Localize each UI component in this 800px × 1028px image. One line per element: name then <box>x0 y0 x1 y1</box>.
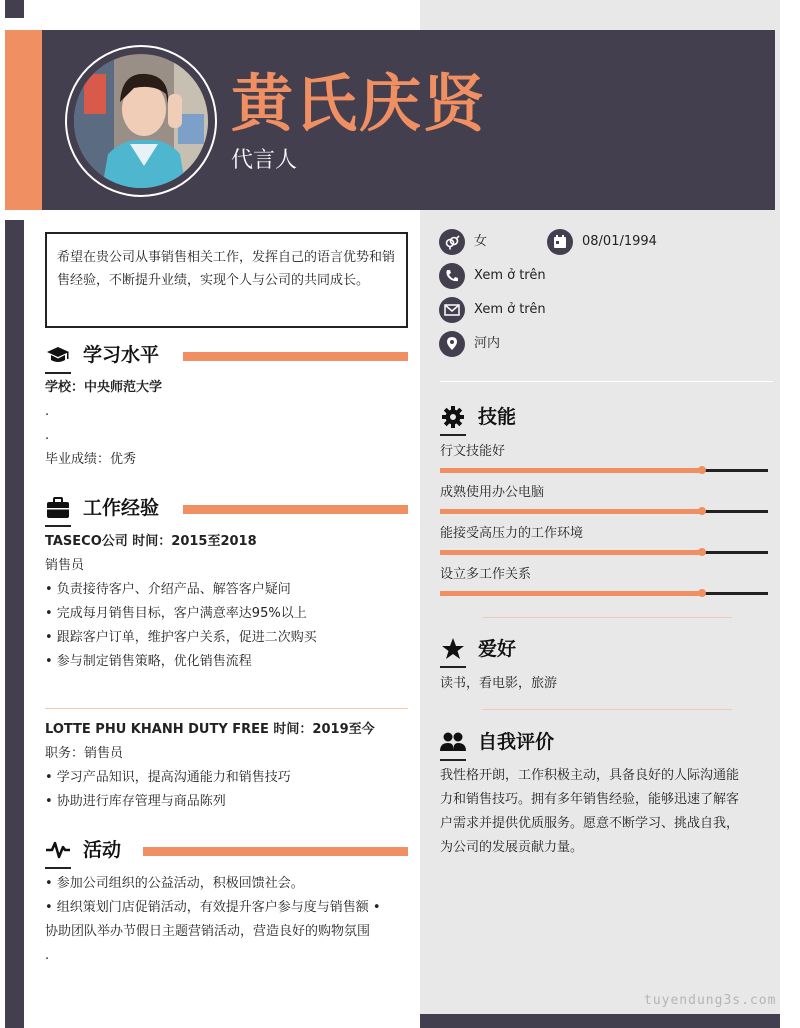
briefcase-icon <box>45 495 71 521</box>
watermark-text: tuyendung3s.com <box>644 993 777 1008</box>
graduation-cap-icon <box>45 342 71 368</box>
skill-level-fill <box>440 468 702 473</box>
skill-label: 能接受高压力的工作环境 <box>440 526 584 541</box>
section-divider-bar <box>183 352 408 361</box>
birthday-value: 08/01/1994 <box>582 234 657 249</box>
activity-line: • 组织策划门店促销活动，有效提升客户参与度与销售额 • <box>45 900 381 915</box>
self-evaluation-line: 为公司的发展贡献力量。 <box>440 840 584 855</box>
location-pin-icon <box>439 331 465 357</box>
header-accent-bar <box>5 30 42 210</box>
job-separator <box>45 708 408 709</box>
job-1-bullet: • 完成每月销售目标，客户满意率达95%以上 <box>45 606 307 621</box>
education-grade: 毕业成绩：优秀 <box>45 452 137 467</box>
decorative-strip-left <box>5 220 24 1028</box>
education-detail-2: . <box>45 428 50 443</box>
calendar-icon <box>547 229 573 255</box>
skill-level-bar <box>440 469 768 472</box>
activity-line: . <box>45 948 50 963</box>
envelope-icon <box>439 297 465 323</box>
job-2-role: 职务：销售员 <box>45 746 124 761</box>
experience-section-header <box>45 495 408 527</box>
self-evaluation-section-header <box>440 729 770 761</box>
job-1-bullet: • 参与制定销售策略，优化销售流程 <box>45 654 252 669</box>
hobbies-heading: 爱好 <box>478 638 517 660</box>
candidate-name: 黄氏庆贤 <box>231 67 488 140</box>
activity-line: 协助团队举办节假日主题营销活动，营造良好的购物氛围 <box>45 924 371 939</box>
activities-section-header <box>45 837 408 869</box>
avatar-ring <box>65 45 217 197</box>
phone-icon <box>439 263 465 289</box>
gender-icon <box>439 229 465 255</box>
job-1-role: 销售员 <box>45 558 85 573</box>
skills-section-header <box>440 404 770 436</box>
career-objective: 希望在贵公司从事销售相关工作，发挥自己的语言优势和销售经验，不断提升业绩，实现个人与公司的共同成长。 <box>45 232 408 328</box>
skills-heading: 技能 <box>478 406 517 428</box>
job-1-bullet: • 跟踪客户订单，维护客户关系，促进二次购买 <box>45 630 317 645</box>
section-divider-bar <box>183 505 408 514</box>
hobbies-text: 读书，看电影，旅游 <box>440 676 558 691</box>
education-section-header <box>45 342 408 374</box>
skill-level-fill <box>440 591 702 596</box>
job-1-bullet: • 负责接待客户、介绍产品、解答客户疑问 <box>45 582 291 597</box>
hobbies-separator <box>482 709 732 710</box>
skill-level-fill <box>440 550 702 555</box>
skill-level-fill <box>440 509 702 514</box>
email-value: Xem ở trên <box>474 302 546 317</box>
job-2-header: LOTTE PHU KHANH DUTY FREE 时间：2019至今 <box>45 722 375 737</box>
avatar <box>74 54 208 188</box>
star-icon <box>440 636 466 662</box>
skill-label: 设立多工作关系 <box>440 567 532 582</box>
decorative-strip-bottom <box>420 1014 780 1028</box>
experience-heading: 工作经验 <box>83 497 160 519</box>
self-evaluation-line: 我性格开朗，工作积极主动，具备良好的人际沟通能 <box>440 768 740 783</box>
job-2-bullet: • 学习产品知识，提高沟通能力和销售技巧 <box>45 770 291 785</box>
skills-separator <box>482 617 732 618</box>
activity-pulse-icon <box>45 837 71 863</box>
skill-label: 成熟使用办公电脑 <box>440 485 545 500</box>
education-heading: 学习水平 <box>83 344 160 366</box>
skill-level-bar <box>440 592 768 595</box>
hobbies-section-header <box>440 636 770 668</box>
resume-header <box>5 30 775 210</box>
skill-level-bar <box>440 510 768 513</box>
phone-value: Xem ở trên <box>474 268 546 283</box>
activity-line: • 参加公司组织的公益活动，积极回馈社会。 <box>45 876 304 891</box>
decorative-strip-top <box>5 0 24 18</box>
education-detail-1: . <box>45 404 50 419</box>
job-1-header: TASECO公司 时间：2015至2018 <box>45 534 257 549</box>
gear-icon <box>440 404 466 430</box>
self-evaluation-line: 力和销售技巧。拥有多年销售经验，能够迅速了解客 <box>440 792 740 807</box>
gender-value: 女 <box>474 234 488 249</box>
contact-separator <box>440 381 773 382</box>
section-divider-bar <box>143 847 408 856</box>
users-icon <box>440 729 466 755</box>
activities-heading: 活动 <box>83 839 122 861</box>
address-value: 河内 <box>474 336 501 351</box>
education-school: 学校：中央师范大学 <box>45 380 163 395</box>
candidate-title: 代言人 <box>231 148 298 173</box>
skill-label: 行文技能好 <box>440 444 506 459</box>
job-2-bullet: • 协助进行库存管理与商品陈列 <box>45 794 226 809</box>
self-evaluation-line: 户需求并提供优质服务。愿意不断学习、挑战自我， <box>440 816 740 831</box>
self-evaluation-heading: 自我评价 <box>478 731 555 753</box>
skill-level-bar <box>440 551 768 554</box>
